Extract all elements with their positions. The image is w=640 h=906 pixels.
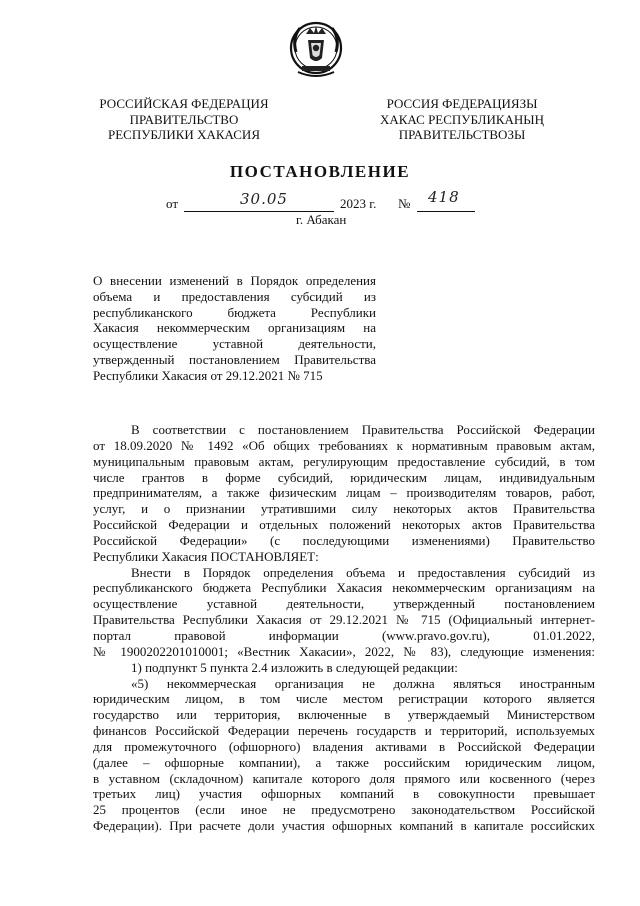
body-line: государство или территория, включенные в утверждаемый Министерством (93, 707, 595, 723)
header-left-line: ПРАВИТЕЛЬСТВО (129, 111, 239, 127)
document-body (93, 422, 595, 834)
body-line: 1) подпункт 5 пункта 2.4 изложить в следующей редакции: (131, 659, 458, 675)
header-right-line: РОССИЯ ФЕДЕРАЦИЯЗЫ (386, 96, 538, 111)
subject-block (93, 273, 376, 384)
city: г. Абакан (296, 212, 347, 227)
header-right-line: ХАКАС РЕСПУБЛИКАНЫҢ (379, 111, 545, 127)
coat-of-arms-emblem (288, 18, 344, 88)
body-line: Российской Федерации» (с последующими изменениями) Правительство (93, 532, 595, 548)
body-line: № 1900202201010001; «Вестник Хакасии», 2022, № 83), следующие изменения: (93, 643, 595, 659)
body-line: портал правовой информации (www.pravo.gov.ru), 01.01.2022, (93, 627, 595, 643)
body-line: предпринимателям, а также физическим лицам – производителям товаров, работ, (93, 485, 595, 501)
subject-line: Хакасия некоммерческим организациям на (93, 320, 376, 336)
body-line: Республики Хакасия ПОСТАНОВЛЯЕТ: (93, 548, 319, 564)
header-right (362, 96, 562, 143)
header-left (84, 96, 284, 143)
body-line: юридическим лицом, в том числе местом регистрации которого является (93, 691, 595, 707)
date-prefix: от (166, 196, 179, 211)
header-left-line: РОССИЙСКАЯ ФЕДЕРАЦИЯ (99, 96, 269, 111)
document-title: ПОСТАНОВЛЕНИЕ (229, 162, 411, 181)
subject-line: О внесении изменений в Порядок определения (93, 273, 376, 288)
body-line: от 18.09.2020 № 1492 «Об общих требованиях к нормативным правовым актам, (93, 437, 595, 453)
body-line: в уставном (складочном) капитале которого доля прямого или косвенного (через (93, 770, 595, 786)
number-underline (417, 211, 475, 212)
subject-line: объема и предоставления субсидий из (93, 288, 376, 304)
body-line: 25 процентов (если иное не предусмотрено законодательством Российской (93, 802, 595, 818)
year: 2023 г. (340, 196, 377, 211)
subject-line: осуществление уставной деятельности, (93, 336, 376, 352)
subject-line: утвержденный постановлением Правительства (93, 351, 376, 367)
handwritten-date: 30.05 (240, 190, 288, 208)
body-line: Российской Федерации и отдельных положений некоторых актов Правительства (93, 517, 595, 533)
body-line: для промежуточного (офшорного) владения активами в Российской Федерации (93, 738, 595, 754)
body-line: «5) некоммерческая организация не должна являться иностранным (131, 675, 595, 691)
body-line: финансов Российской Федерации перечень государств и территорий, используемых (93, 723, 595, 739)
body-line: В соответствии с постановлением Правительства Российской Федерации (131, 422, 595, 437)
body-line: Внести в Порядок определения объема и предоставления субсидий из (131, 564, 595, 580)
header-left-line: РЕСПУБЛИКИ ХАКАСИЯ (107, 127, 260, 142)
body-line: услуг, и о признании утратившими силу некоторых актов Правительства (93, 501, 595, 517)
body-line: осуществление уставной деятельности, утвержденный постановлением (93, 596, 595, 612)
body-line: числе грантов в форме субсидий, юридическим лицам, индивидуальным (93, 469, 595, 485)
body-line: республиканского бюджета Республики Хакасия некоммерческим организациям на (93, 580, 595, 596)
body-line: Федерации). При расчете доли участия офшорных компаний в капитале российских (93, 818, 595, 834)
body-line: третьих лиц) участия офшорных компаний в совокупности превышает (93, 786, 595, 802)
body-line: (далее – офшорные компании), а также российским юридическим лицом, (93, 754, 595, 770)
subject-line: республиканского бюджета Республики (93, 304, 376, 320)
handwritten-number: 418 (428, 188, 460, 206)
subject-line: Республики Хакасия от 29.12.2021 № 715 (93, 367, 323, 383)
header-right-line: ПРАВИТЕЛЬСТВОЗЫ (398, 127, 526, 142)
number-sign: № (398, 196, 411, 211)
body-line: муниципальным правовым актам, регулирующим предоставление субсидий, в том (93, 453, 595, 469)
body-line: Правительства Республики Хакасия от 29.12.2021 № 715 (Официальный интернет- (93, 612, 595, 628)
